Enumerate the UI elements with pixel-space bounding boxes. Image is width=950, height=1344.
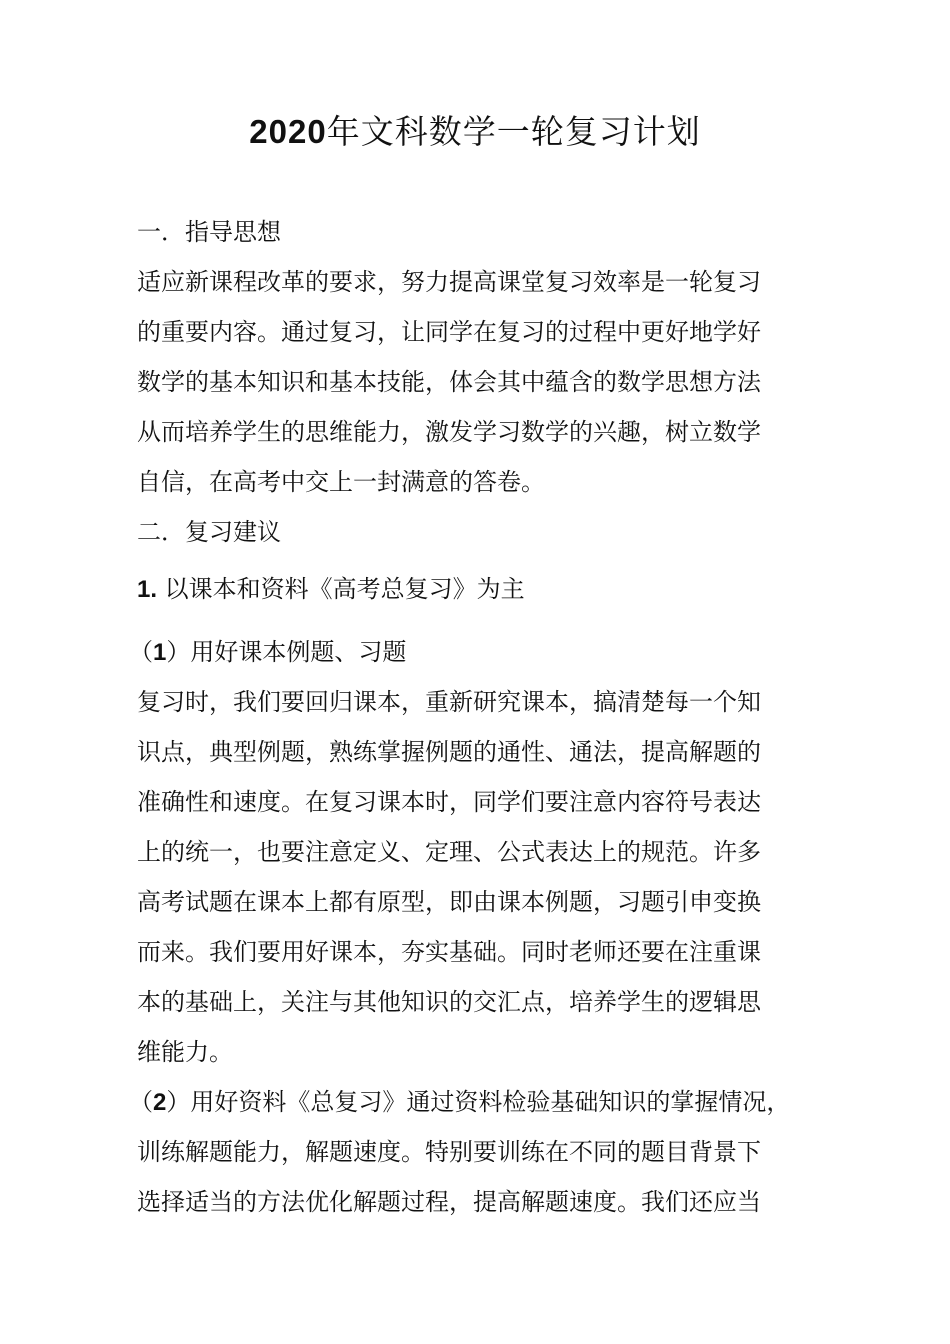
item-1-text: ）用好课本例题、习题 — [166, 638, 407, 666]
item-1-line: 识点，典型例题，熟练掌握例题的通性、通法，提高解题的 — [137, 738, 761, 766]
section-1-line: 自信，在高考中交上一封满意的答卷。 — [137, 468, 545, 496]
item-2-line: 训练解题能力，解题速度。特别要训练在不同的题目背景下 — [137, 1138, 761, 1166]
subsection-1-number: 1. — [137, 576, 158, 603]
item-2-heading — [129, 1085, 790, 1120]
section-1-line: 数学的基本知识和基本技能，体会其中蕴含的数学思想方法 — [137, 368, 761, 396]
title-text: 年文科数学一轮复习计划 — [326, 112, 701, 151]
item-1-line: 准确性和速度。在复习课本时，同学们要注意内容符号表达 — [137, 788, 761, 816]
subsection-1-text: 以课本和资料《高考总复习》为主 — [164, 575, 525, 603]
subsection-1-heading — [137, 572, 525, 607]
item-1-line: 上的统一，也要注意定义、定理、公式表达上的规范。许多 — [137, 838, 761, 866]
item-1-line: 复习时，我们要回归课本，重新研究课本，搞清楚每一个知 — [137, 688, 761, 716]
item-1-line: 维能力。 — [137, 1038, 233, 1066]
section-1-line: 的重要内容。通过复习，让同学在复习的过程中更好地学好 — [137, 318, 761, 346]
item-1-heading — [129, 635, 406, 670]
item-2-number: 2 — [153, 1089, 167, 1116]
item-2-line: 选择适当的方法优化解题过程，提高解题速度。我们还应当 — [137, 1188, 761, 1216]
section-1-line: 从而培养学生的思维能力，激发学习数学的兴趣，树立数学 — [137, 418, 761, 446]
title-year: 2020 — [249, 113, 327, 150]
section-1-line: 适应新课程改革的要求，努力提高课堂复习效率是一轮复习 — [137, 268, 761, 296]
section-2-heading: 二．复习建议 — [137, 518, 281, 546]
document-title — [0, 108, 950, 156]
item-1-number: 1 — [153, 639, 167, 666]
item-1-line: 而来。我们要用好课本，夯实基础。同时老师还要在注重课 — [137, 938, 761, 966]
item-1-line: 本的基础上，关注与其他知识的交汇点，培养学生的逻辑思 — [137, 988, 761, 1016]
item-2-open-paren: （ — [129, 1088, 153, 1116]
item-1-line: 高考试题在课本上都有原型，即由课本例题，习题引申变换 — [137, 888, 761, 916]
item-1-open-paren: （ — [129, 638, 153, 666]
item-2-text: ）用好资料《总复习》通过资料检验基础知识的掌握情况， — [166, 1088, 791, 1116]
section-1-heading: 一．指导思想 — [137, 218, 281, 246]
